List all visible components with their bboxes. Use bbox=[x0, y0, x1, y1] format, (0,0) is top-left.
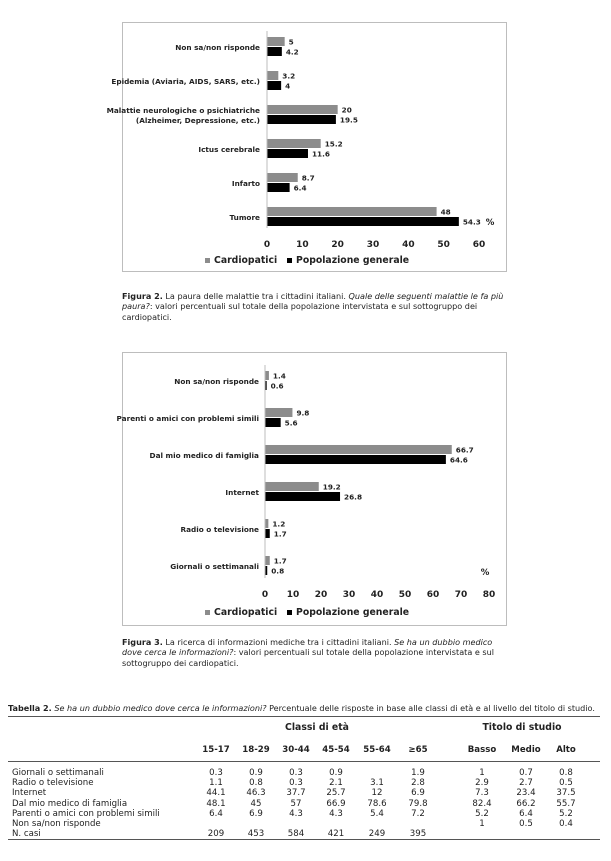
bar-popolazione bbox=[265, 418, 281, 427]
bar-cardiopatici bbox=[267, 207, 437, 216]
x-tick-label: 70 bbox=[454, 590, 468, 600]
bar-cardiopatici bbox=[265, 519, 268, 528]
table-header-columns-row bbox=[8, 739, 600, 762]
table-cell: 0.5 bbox=[559, 778, 573, 789]
table-row bbox=[8, 809, 600, 819]
table-cell: 66.9 bbox=[326, 798, 346, 809]
data-label: 15.2 bbox=[324, 139, 343, 149]
table-cell: 209 bbox=[196, 829, 236, 840]
bar-popolazione bbox=[267, 47, 282, 56]
x-tick-label: 50 bbox=[437, 240, 450, 250]
x-tick-label: 0 bbox=[263, 240, 271, 250]
table-cell: 0.5 bbox=[519, 819, 533, 830]
table-header-age-group: Classi di età bbox=[196, 717, 438, 740]
bar-cardiopatici bbox=[267, 139, 321, 148]
table-cell-gap bbox=[438, 788, 460, 798]
bar-cardiopatici bbox=[265, 482, 319, 491]
age-column-header: ≥65 bbox=[398, 739, 438, 762]
data-label: 1.2 bbox=[272, 519, 286, 529]
figure-2-svg bbox=[106, 23, 506, 271]
table-cell: 82.4 bbox=[472, 798, 492, 809]
bar-cardiopatici bbox=[267, 71, 278, 80]
table-row bbox=[8, 762, 600, 779]
legend-swatch bbox=[287, 258, 292, 263]
table-cell: 584 bbox=[276, 829, 316, 840]
category-label: Parenti o amici con problemi simili bbox=[116, 414, 259, 423]
data-label: 54.3 bbox=[462, 217, 481, 227]
data-label: 6.4 bbox=[293, 183, 307, 193]
table-2-title bbox=[8, 703, 608, 713]
x-tick-label: 30 bbox=[366, 240, 380, 250]
table-cell: 5.2 bbox=[559, 808, 573, 819]
table-cell: 7.2 bbox=[411, 808, 425, 819]
row-label: Parenti o amici con problemi simili bbox=[12, 808, 160, 819]
table-cell-gap bbox=[584, 799, 600, 809]
table-cell: 6.9 bbox=[411, 788, 425, 799]
x-tick-label: 10 bbox=[296, 240, 309, 250]
data-label: 11.6 bbox=[311, 149, 331, 159]
category-label: Radio o televisione bbox=[180, 525, 259, 534]
table-cell: 78.6 bbox=[367, 798, 387, 809]
category-label: Giornali o settimanali bbox=[170, 562, 259, 571]
table-cell: 12 bbox=[371, 788, 383, 799]
data-label: 48 bbox=[440, 207, 451, 217]
table-cell: 1.1 bbox=[209, 778, 223, 789]
edu-column-header: Alto bbox=[548, 739, 584, 762]
legend-label: Cardiopatici bbox=[214, 255, 278, 266]
legend-label: Cardiopatici bbox=[214, 607, 278, 618]
bar-cardiopatici bbox=[267, 37, 285, 46]
row-label: Dal mio medico di famiglia bbox=[12, 798, 128, 809]
table-cell: 2.9 bbox=[475, 778, 489, 789]
figure-3-caption-rest: : valori percentuali sul totale della popolazione intervistata e sul sottogruppo dei cardiopatici. bbox=[122, 647, 495, 668]
table-cell bbox=[398, 819, 438, 829]
table-cell: 4.3 bbox=[289, 808, 303, 819]
x-tick-label: 60 bbox=[426, 590, 440, 600]
table-cell: 6.4 bbox=[519, 808, 533, 819]
table-cell-gap bbox=[584, 762, 600, 779]
category-label: Internet bbox=[225, 488, 259, 497]
table-cell-gap bbox=[438, 829, 460, 840]
table-cell: 249 bbox=[356, 829, 398, 840]
table-cell: 25.7 bbox=[326, 788, 346, 799]
data-label: 1.7 bbox=[273, 556, 287, 566]
age-column-header: 18-29 bbox=[236, 739, 276, 762]
table-header-empty bbox=[584, 717, 600, 740]
data-label: 3.2 bbox=[282, 71, 296, 81]
data-label: 4 bbox=[285, 81, 291, 91]
table-cell-gap bbox=[438, 819, 460, 829]
table-cell: 79.8 bbox=[408, 798, 428, 809]
table-cell: 37.7 bbox=[286, 788, 306, 799]
bar-popolazione bbox=[265, 455, 446, 464]
table-2-question: Se ha un dubbio medico dove cerca le informazioni? bbox=[51, 703, 267, 713]
table-cell: 0.4 bbox=[559, 819, 573, 830]
age-column-header: 45-54 bbox=[316, 739, 356, 762]
table-header-group-row bbox=[8, 717, 600, 740]
legend-swatch bbox=[205, 610, 210, 615]
table-cell: 0.8 bbox=[249, 778, 263, 789]
table-cell: 66.2 bbox=[516, 798, 536, 809]
category-label: (Alzheimer, Depressione, etc.) bbox=[135, 116, 260, 125]
table-cell: 23.4 bbox=[516, 788, 536, 799]
table-2 bbox=[8, 716, 600, 840]
table-header-gap bbox=[438, 739, 460, 762]
x-tick-label: 0 bbox=[261, 590, 269, 600]
table-cell bbox=[460, 829, 504, 840]
data-label: 19.2 bbox=[322, 482, 341, 492]
row-label: Internet bbox=[12, 788, 47, 799]
figure-2-chart bbox=[106, 22, 507, 272]
table-cell: 1.9 bbox=[411, 768, 425, 778]
legend-label: Popolazione generale bbox=[296, 607, 410, 618]
table-cell: 0.3 bbox=[289, 778, 303, 789]
table-cell: 45 bbox=[250, 798, 262, 809]
bar-popolazione bbox=[267, 81, 281, 90]
figure-2-caption-label: Figura 2. bbox=[122, 291, 163, 301]
table-cell bbox=[356, 819, 398, 829]
category-label: Dal mio medico di famiglia bbox=[149, 451, 259, 460]
table-row bbox=[8, 778, 600, 788]
x-tick-label: 20 bbox=[314, 590, 328, 600]
table-cell: 395 bbox=[398, 829, 438, 840]
table-cell-gap bbox=[584, 778, 600, 788]
data-label: 20 bbox=[341, 105, 352, 115]
bar-popolazione bbox=[267, 149, 308, 158]
data-label: 5.6 bbox=[284, 418, 298, 428]
legend-label: Popolazione generale bbox=[296, 255, 410, 266]
age-column-header: 55-64 bbox=[356, 739, 398, 762]
legend-swatch bbox=[287, 610, 292, 615]
table-2-label: Tabella 2. bbox=[8, 703, 52, 713]
x-tick-label: 20 bbox=[331, 240, 344, 250]
table-cell-gap bbox=[584, 809, 600, 819]
table-cell bbox=[196, 819, 236, 829]
figure-2-caption-question: Quale delle seguenti malattie le fa più paura? bbox=[122, 291, 504, 312]
table-cell: 2.7 bbox=[519, 778, 533, 789]
x-tick-label: 80 bbox=[482, 590, 496, 600]
table-cell: 1 bbox=[479, 819, 485, 830]
table-cell: 2.1 bbox=[329, 778, 343, 789]
table-cell: 1 bbox=[479, 768, 485, 778]
table-cell-gap bbox=[438, 799, 460, 809]
x-tick-label: 40 bbox=[402, 240, 415, 250]
table-header-empty bbox=[8, 739, 196, 762]
legend-swatch bbox=[205, 258, 210, 263]
figure-3-caption-text: La ricerca di informazioni mediche tra i cittadini italiani. bbox=[162, 637, 395, 647]
x-tick-label: 30 bbox=[342, 590, 356, 600]
table-cell: 48.1 bbox=[206, 798, 226, 809]
table-cell: 453 bbox=[236, 829, 276, 840]
data-label: 66.7 bbox=[455, 445, 474, 455]
table-cell: 4.3 bbox=[329, 808, 343, 819]
bar-popolazione bbox=[265, 529, 270, 538]
unit-label: % bbox=[485, 218, 495, 228]
bar-popolazione bbox=[267, 115, 336, 124]
table-cell-gap bbox=[438, 762, 460, 779]
table-cell-gap bbox=[584, 819, 600, 829]
table-cell bbox=[548, 829, 584, 840]
figure-2-caption-rest: : valori percentuali sul totale della popolazione intervistata e sul sottogruppo dei cardiopatici. bbox=[122, 301, 478, 322]
row-label: N. casi bbox=[8, 829, 196, 840]
row-label: Giornali o settimanali bbox=[12, 768, 104, 778]
bar-popolazione bbox=[267, 183, 290, 192]
table-row bbox=[8, 788, 600, 798]
table-cell: 0.8 bbox=[559, 768, 573, 778]
table-header-gap bbox=[438, 717, 460, 740]
table-cell: 0.7 bbox=[519, 768, 533, 778]
table-cell-gap bbox=[584, 788, 600, 798]
table-cell bbox=[356, 762, 398, 779]
table-cell: 2.8 bbox=[411, 778, 425, 789]
unit-label: % bbox=[480, 568, 490, 578]
table-header-empty bbox=[584, 739, 600, 762]
category-label: Tumore bbox=[229, 213, 260, 222]
table-cell: 6.4 bbox=[209, 808, 223, 819]
table-row bbox=[8, 799, 600, 809]
table-cell: 5.4 bbox=[370, 808, 384, 819]
table-cell bbox=[276, 819, 316, 829]
table-cell bbox=[316, 819, 356, 829]
figure-2-caption bbox=[122, 291, 510, 322]
edu-column-header: Medio bbox=[504, 739, 548, 762]
table-row bbox=[8, 819, 600, 829]
category-label: Ictus cerebrale bbox=[198, 145, 260, 154]
table-2-title-rest: Percentuale delle risposte in base alle classi di età e al livello del titolo di studio. bbox=[266, 703, 595, 713]
data-label: 9.8 bbox=[296, 408, 310, 418]
bar-popolazione bbox=[265, 492, 340, 501]
table-cell: 6.9 bbox=[249, 808, 263, 819]
bar-cardiopatici bbox=[265, 556, 270, 565]
data-label: 64.6 bbox=[449, 455, 468, 465]
table-cell-gap bbox=[438, 778, 460, 788]
bar-cardiopatici bbox=[267, 173, 298, 182]
x-tick-label: 40 bbox=[370, 590, 384, 600]
row-label: Radio o televisione bbox=[12, 778, 94, 789]
figure-3-caption-label: Figura 3. bbox=[122, 637, 163, 647]
edu-column-header: Basso bbox=[460, 739, 504, 762]
bar-popolazione bbox=[267, 217, 459, 226]
row-label: Non sa/non risponde bbox=[12, 819, 101, 830]
table-header-empty bbox=[8, 717, 196, 740]
figure-2-caption-text: La paura delle malattie tra i cittadini italiani. bbox=[162, 291, 349, 301]
table-cell: 0.3 bbox=[209, 768, 223, 778]
data-label: 1.4 bbox=[272, 371, 286, 381]
data-label: 8.7 bbox=[301, 173, 315, 183]
bar-cardiopatici bbox=[265, 408, 292, 417]
table-cell: 44.1 bbox=[206, 788, 226, 799]
table-cell: 5.2 bbox=[475, 808, 489, 819]
table-cell: 37.5 bbox=[556, 788, 576, 799]
data-label: 19.5 bbox=[339, 115, 358, 125]
age-column-header: 30-44 bbox=[276, 739, 316, 762]
data-label: 1.7 bbox=[273, 529, 287, 539]
data-label: 5 bbox=[288, 37, 294, 47]
data-label: 0.8 bbox=[271, 566, 285, 576]
table-cell bbox=[236, 819, 276, 829]
x-tick-label: 50 bbox=[398, 590, 412, 600]
x-tick-label: 60 bbox=[472, 240, 486, 250]
bar-cardiopatici bbox=[265, 371, 269, 380]
data-label: 0.6 bbox=[270, 381, 284, 391]
data-label: 26.8 bbox=[344, 492, 363, 502]
table-cell bbox=[504, 829, 548, 840]
table-cell: 57 bbox=[290, 798, 302, 809]
table-row bbox=[8, 829, 600, 840]
table-cell: 55.7 bbox=[556, 798, 576, 809]
table-cell: 7.3 bbox=[475, 788, 489, 799]
x-tick-label: 10 bbox=[286, 590, 300, 600]
age-column-header: 15-17 bbox=[196, 739, 236, 762]
category-label: Epidemia (Aviaria, AIDS, SARS, etc.) bbox=[111, 77, 260, 86]
figure-3-caption-question: Se ha un dubbio medico dove cerca le informazioni? bbox=[122, 637, 493, 658]
table-cell: 0.9 bbox=[329, 768, 343, 778]
figure-3-chart bbox=[116, 352, 507, 626]
figure-3-caption bbox=[122, 637, 510, 668]
category-label: Malattie neurologiche o psichiatriche bbox=[106, 106, 260, 115]
table-cell: 0.3 bbox=[289, 768, 303, 778]
bar-cardiopatici bbox=[267, 105, 338, 114]
table-cell: 46.3 bbox=[246, 788, 266, 799]
category-label: Non sa/non risponde bbox=[175, 43, 260, 52]
table-cell-gap bbox=[438, 809, 460, 819]
table-cell: 421 bbox=[316, 829, 356, 840]
bar-cardiopatici bbox=[265, 445, 452, 454]
figure-3-svg bbox=[116, 353, 506, 625]
table-cell-gap bbox=[584, 829, 600, 840]
data-label: 4.2 bbox=[285, 47, 299, 57]
category-label: Non sa/non risponde bbox=[174, 377, 259, 386]
table-2-body bbox=[8, 717, 600, 840]
category-label: Infarto bbox=[231, 179, 260, 188]
table-header-edu-group: Titolo di studio bbox=[460, 717, 584, 740]
table-cell: 0.9 bbox=[249, 768, 263, 778]
table-cell: 3.1 bbox=[370, 778, 384, 789]
